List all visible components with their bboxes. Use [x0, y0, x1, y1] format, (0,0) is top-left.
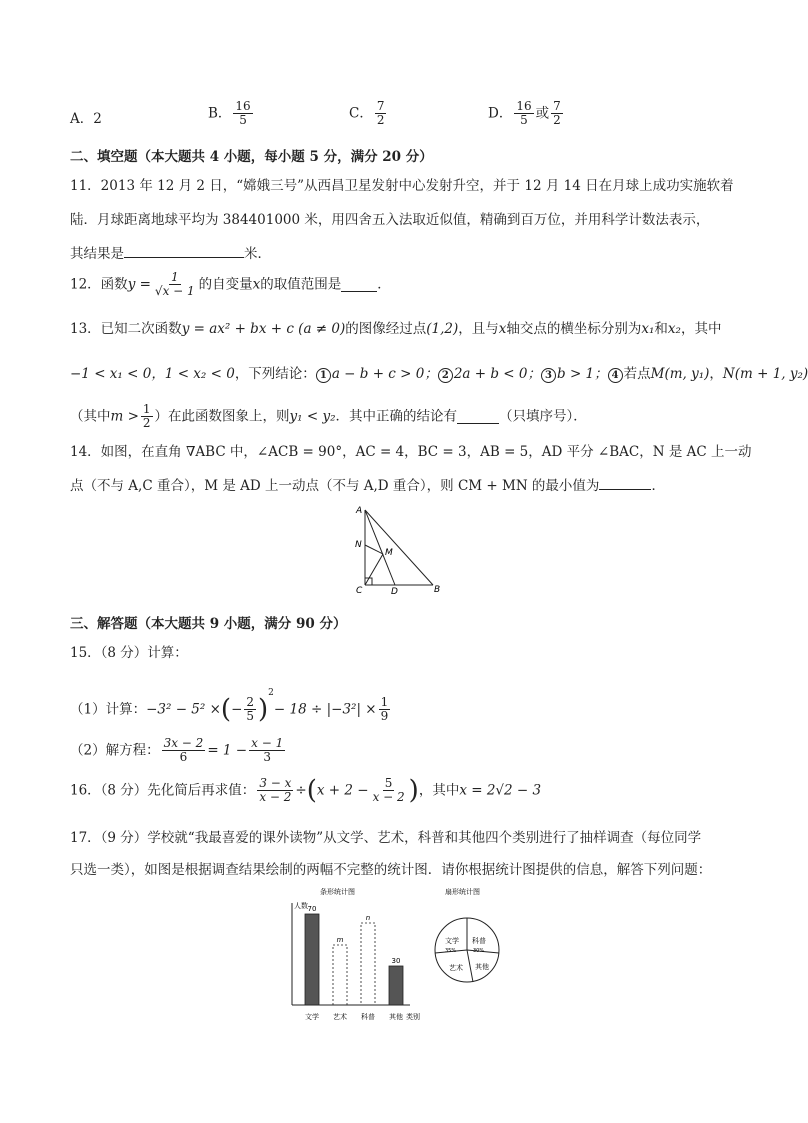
- label-d: D: [391, 587, 398, 597]
- bar-1: [333, 945, 347, 1005]
- bar-chart-ylabel: 人数: [294, 902, 308, 910]
- bar-category-label-0: 文学: [305, 1013, 319, 1021]
- section2-title: 二、填空题（本大题共 4 小题，每小题 5 分，满分 20 分）: [70, 149, 433, 165]
- label-n: N: [355, 540, 362, 550]
- label-a: A: [356, 506, 363, 516]
- q11-line1: 11．2013 年 12 月 2 日，“嫦娥三号”从西昌卫星发射中心发射升空，并于 12 月 14 日在月球上成功实施软着: [70, 178, 734, 194]
- segment-cm: [365, 554, 383, 585]
- pie-label-1: 科普: [472, 937, 486, 945]
- bar-3: [389, 966, 403, 1005]
- answer-blank[interactable]: [457, 409, 499, 424]
- pie-chart: [425, 885, 535, 1005]
- pie-pct-1: 30%: [473, 948, 485, 954]
- label-c: C: [356, 586, 363, 596]
- q15-part1: （1）计算：−3² − 5² ×(− $\frac{2}{5}$ )$^2$− 18 ÷ |−3²| × $\frac{1}{9}$: [70, 688, 389, 725]
- bar-category-label-2: 科普: [361, 1013, 375, 1021]
- option-b: B． $\frac{16}{5}$: [208, 99, 251, 127]
- q17-line1: 17．（9 分）学校就“我最喜爱的课外读物”从文学、艺术，科普和其他四个类别进行了抽样调查（每位同学: [70, 830, 702, 846]
- bar-value-label-3: 30: [391, 957, 401, 965]
- side-ab: [365, 510, 433, 585]
- bar-value-label-1: m: [336, 936, 344, 944]
- bar-chart: [280, 885, 430, 1025]
- label-m: M: [385, 548, 393, 558]
- bar-0: [305, 914, 319, 1005]
- q14-line2: 点（不与 A,C 重合），M 是 AD 上一动点（不与 A,D 重合），则 CM + MN 的最小值为 ．: [70, 475, 665, 495]
- pie-label-2: 艺术: [449, 964, 463, 972]
- answer-blank[interactable]: [599, 475, 651, 490]
- option-a: A．2: [70, 111, 102, 127]
- pie-label-3: 其他: [475, 963, 489, 971]
- q17-line2: 只选一类），如图是根据调查结果绘制的两幅不完整的统计图．请你根据统计图提供的信息，解答下列问题：: [70, 862, 712, 878]
- answer-blank[interactable]: [124, 243, 244, 258]
- option-d: D． $\frac{16}{5}$ 或 $\frac{7}{2}$: [488, 99, 561, 127]
- bar-chart-title: 条形统计图: [320, 888, 355, 896]
- pie-chart-title: 扇形统计图: [445, 888, 480, 896]
- bar-value-label-0: 70: [307, 905, 317, 913]
- q13-line1: 13．已知二次函数y = ax² + bx + c (a ≠ 0)的图像经过点(1,2)，且与x轴交点的横坐标分别为x₁和x₂，其中: [70, 321, 722, 337]
- q11-line2: 陆．月球距离地球平均为 384401000 米，用四舍五入法取近似值，精确到百万位，并用科学计数法表示，: [70, 212, 710, 228]
- q16: 16．（8 分）先化简后再求值： $\frac{3 - x}{x - 2}$ ÷(x + 2 − $\frac{5}{x - 2}$ )，其中x = 2√2 − 3: [70, 775, 542, 806]
- q14-line1: 14．如图，在直角 ∇ABC 中，∠ACB = 90°，AC = 4，BC = 3，AB = 5，AD 平分 ∠BAC，N 是 AC 上一动: [70, 444, 752, 460]
- answer-blank[interactable]: [341, 277, 377, 292]
- q12: 12．函数y = $\frac{1}{√x - 1}$ 的自变量x的取值范围是 ．: [70, 270, 391, 298]
- bar-2: [361, 923, 375, 1005]
- bar-category-label-3: 其他: [389, 1013, 403, 1021]
- bar-chart-xlabel: 类别: [406, 1013, 420, 1021]
- bar-value-label-2: n: [365, 914, 371, 922]
- option-c: C． $\frac{7}{2}$: [349, 99, 385, 127]
- pie-pct-0: 35%: [445, 948, 457, 954]
- q11-line3: 其结果是 米．: [70, 243, 271, 263]
- bar-category-label-1: 艺术: [333, 1013, 347, 1021]
- section3-title: 三、解答题（本大题共 9 小题，满分 90 分）: [70, 616, 347, 632]
- label-b: B: [434, 585, 441, 595]
- q15-head: 15．（8 分）计算：: [70, 645, 188, 661]
- q13-line3: （其中m > $\frac{1}{2}$ ）在此函数图象上，则y₁ < y₂．其中正确的结论有 （只填序号）．: [70, 402, 587, 430]
- triangle-figure: [345, 500, 445, 598]
- q10-options: [70, 99, 730, 136]
- pie-label-0: 文学: [445, 937, 459, 945]
- q13-line2: −1 < x₁ < 0，1 < x₂ < 0，下列结论： 1 a − b + c > 0； 2 2a + b < 0； 3 b > 1； 4 若点M(m, y₁)，N(m + 1, y₂): [70, 366, 808, 382]
- q15-part2: （2）解方程： $\frac{3x - 2}{6}$ = 1 − $\frac{x - 1}{3}$: [70, 736, 284, 764]
